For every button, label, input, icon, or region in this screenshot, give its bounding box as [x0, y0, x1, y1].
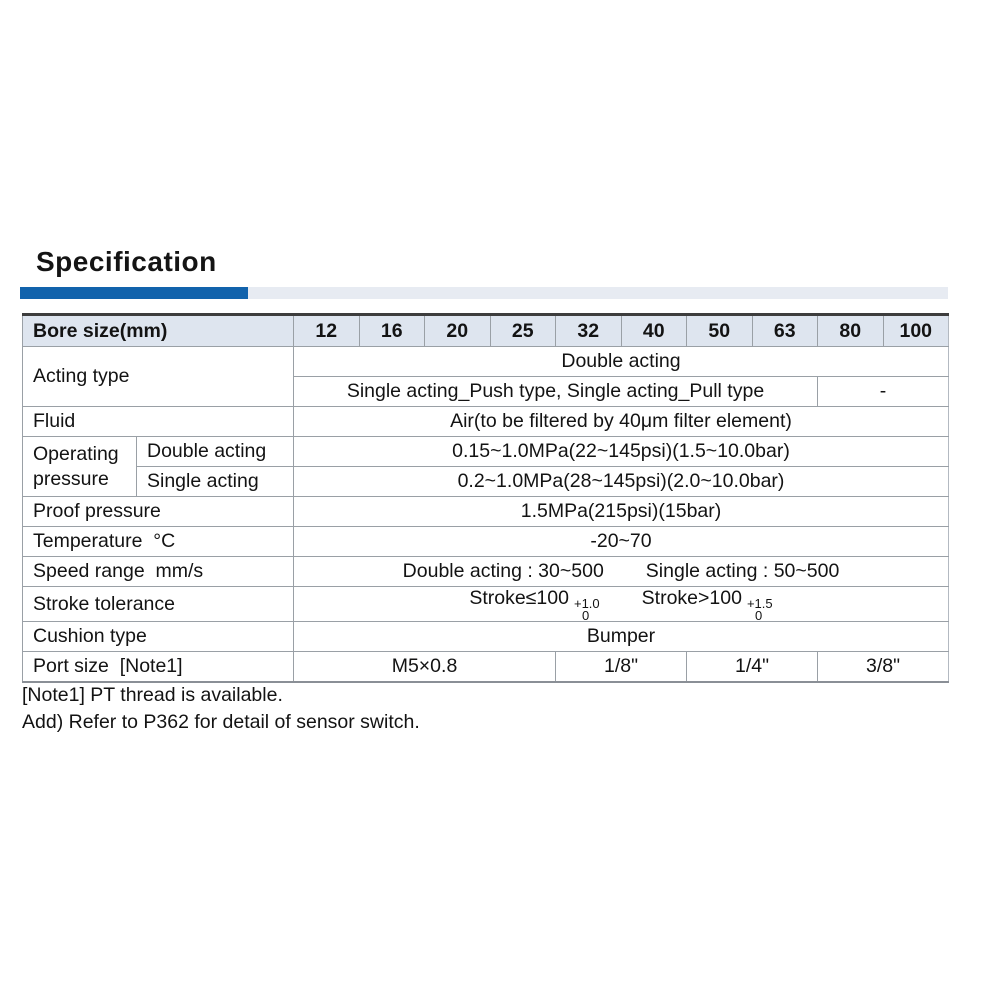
fluid-label: Fluid — [23, 407, 294, 437]
stroke-tol-2 — [747, 598, 773, 621]
header-bore-50: 50 — [687, 315, 753, 347]
row-operating-pressure-single — [23, 467, 949, 497]
acting-type-double-value: Double acting — [294, 347, 949, 377]
title-underline-accent — [20, 287, 248, 299]
row-port-size — [23, 652, 949, 682]
header-bore-12: 12 — [294, 315, 360, 347]
stroke-cond-1: Stroke≤100 — [469, 587, 569, 609]
row-operating-pressure-double — [23, 437, 949, 467]
header-bore-63: 63 — [752, 315, 818, 347]
header-bore-size-label: Bore size(mm) — [23, 315, 294, 347]
header-bore-25: 25 — [490, 315, 556, 347]
specification-table — [22, 313, 949, 683]
temperature-label: Temperature °C — [23, 527, 294, 557]
operating-pressure-double-value: 0.15~1.0MPa(22~145psi)(1.5~10.0bar) — [294, 437, 949, 467]
header-bore-100: 100 — [883, 315, 949, 347]
footnote-1: [Note1] PT thread is available. — [22, 684, 283, 706]
operating-pressure-label: Operating pressure — [23, 437, 137, 497]
stroke-tol-1-upper: +1.0 — [573, 596, 600, 611]
speed-range-value — [294, 557, 949, 587]
port-size-label: Port size [Note1] — [23, 652, 294, 682]
port-size-1-8: 1/8" — [556, 652, 687, 682]
row-temperature — [23, 527, 949, 557]
cushion-type-label: Cushion type — [23, 622, 294, 652]
speed-range-double: Double acting : 30~500 — [402, 560, 604, 582]
row-acting-type-double — [23, 347, 949, 377]
header-bore-40: 40 — [621, 315, 687, 347]
page-title: Specification — [36, 246, 217, 277]
port-size-m5: M5×0.8 — [294, 652, 556, 682]
stroke-tolerance-value — [294, 587, 949, 622]
stroke-tolerance-label: Stroke tolerance — [23, 587, 294, 622]
header-bore-16: 16 — [359, 315, 425, 347]
title-underline-bar — [20, 287, 948, 299]
temperature-value: -20~70 — [294, 527, 949, 557]
row-fluid — [23, 407, 949, 437]
cushion-type-value: Bumper — [294, 622, 949, 652]
operating-pressure-sub-double: Double acting — [137, 437, 294, 467]
stroke-tol-1-lower: 0 — [581, 608, 590, 623]
speed-range-label: Speed range mm/s — [23, 557, 294, 587]
port-size-1-4: 1/4" — [687, 652, 818, 682]
acting-type-single-value: Single acting_Push type, Single acting_Pull type — [294, 377, 818, 407]
row-proof-pressure — [23, 497, 949, 527]
proof-pressure-value: 1.5MPa(215psi)(15bar) — [294, 497, 949, 527]
header-bore-80: 80 — [818, 315, 884, 347]
header-bore-20: 20 — [425, 315, 491, 347]
port-size-3-8: 3/8" — [818, 652, 949, 682]
proof-pressure-label: Proof pressure — [23, 497, 294, 527]
speed-range-single: Single acting : 50~500 — [645, 560, 840, 582]
row-speed-range — [23, 557, 949, 587]
stroke-tol-1 — [574, 598, 600, 621]
row-cushion-type — [23, 622, 949, 652]
footnote-2: Add) Refer to P362 for detail of sensor switch. — [22, 710, 420, 733]
acting-type-label: Acting type — [23, 347, 294, 407]
operating-pressure-sub-single: Single acting — [137, 467, 294, 497]
header-row — [23, 315, 949, 347]
footnotes — [22, 682, 420, 735]
stroke-tol-2-upper: +1.5 — [746, 596, 773, 611]
acting-type-single-na: - — [818, 377, 949, 407]
row-stroke-tolerance — [23, 587, 949, 622]
stroke-cond-2: Stroke>100 — [641, 587, 742, 609]
fluid-value: Air(to be filtered by 40μm filter element) — [294, 407, 949, 437]
operating-pressure-single-value: 0.2~1.0MPa(28~145psi)(2.0~10.0bar) — [294, 467, 949, 497]
stroke-tol-2-lower: 0 — [754, 608, 763, 623]
header-bore-32: 32 — [556, 315, 622, 347]
